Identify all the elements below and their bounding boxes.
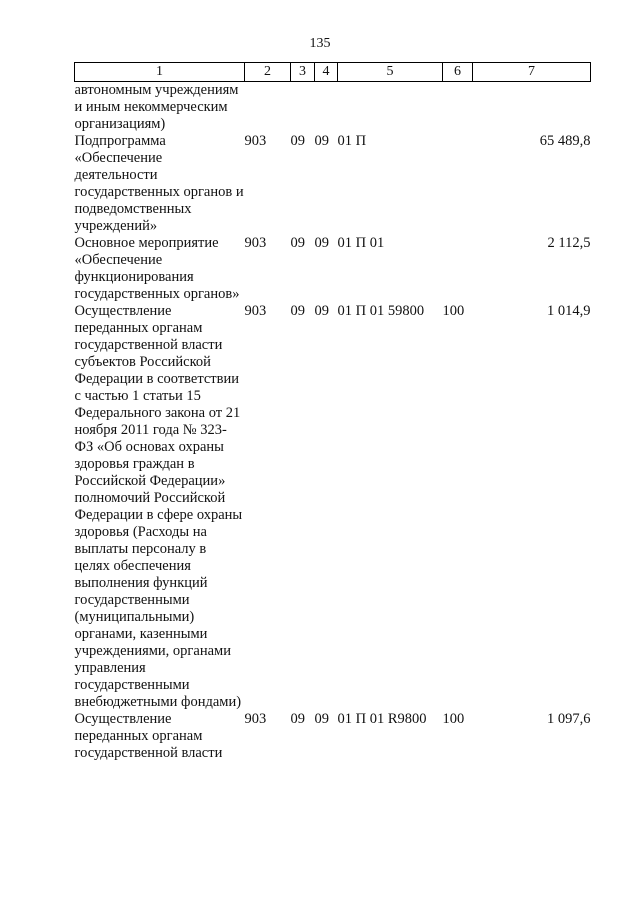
row-name: Основное мероприятие «Обеспечение функционирования государственных органов»	[74, 235, 240, 302]
table-row	[75, 133, 591, 235]
header-col-5: 5	[338, 63, 443, 82]
row-ministry: 903	[244, 711, 267, 727]
row-ministry: 903	[244, 133, 267, 149]
row-sum: 1 014,9	[547, 303, 591, 319]
table-header	[75, 63, 591, 82]
header-col-2: 2	[245, 63, 291, 82]
row-target: 01 П	[337, 133, 367, 149]
row-sum: 65 489,8	[539, 133, 591, 149]
row-name: Осуществление переданных органам государственной власти	[74, 711, 223, 761]
row-target	[338, 82, 443, 134]
row-section	[291, 82, 315, 134]
row-sum	[473, 82, 591, 134]
row-section: 09	[290, 133, 305, 149]
table-row	[75, 235, 591, 303]
row-section: 09	[290, 235, 305, 251]
table-body	[75, 82, 591, 763]
budget-table	[74, 62, 591, 762]
row-sum: 2 112,5	[547, 235, 591, 251]
row-subsection: 09	[314, 133, 329, 149]
table-row	[75, 303, 591, 711]
header-col-4: 4	[315, 63, 338, 82]
row-name: Осуществление переданных органам государственной власти субъектов Российской Федерации в соответствии с частью 1 статьи 15 Федерального закона от 21 ноября 2011 года № 323-ФЗ «Об основах охраны здоровья граждан в Российской Федерации» полномочий Российской Федерации в сфере охраны здоровья (Расходы на выплаты персоналу в целях обеспечения выполнения функций государственными (муниципальными) органами, казенными учреждениями, органами управления государственными внебюджетными фондами)	[74, 303, 243, 710]
row-kind: 100	[442, 711, 465, 727]
header-col-7: 7	[473, 63, 591, 82]
row-ministry: 903	[244, 235, 267, 251]
row-sum: 1 097,6	[547, 711, 591, 727]
page-number: 135	[309, 36, 331, 51]
row-ministry: 903	[244, 303, 267, 319]
header-col-1: 1	[75, 63, 245, 82]
header-row	[75, 63, 591, 82]
table-row	[75, 82, 591, 134]
row-target: 01 П 01 59800	[337, 303, 425, 319]
row-kind	[443, 82, 473, 134]
header-col-3: 3	[291, 63, 315, 82]
row-kind: 100	[442, 303, 465, 319]
header-col-6: 6	[443, 63, 473, 82]
row-ministry	[245, 82, 291, 134]
row-subsection: 09	[314, 711, 329, 727]
row-subsection: 09	[314, 235, 329, 251]
row-name: автономным учреждениям и иным некоммерческим организациям)	[74, 82, 239, 132]
row-kind	[443, 235, 473, 303]
table-row	[75, 711, 591, 762]
row-section: 09	[290, 303, 305, 319]
row-name: Подпрограмма «Обеспечение деятельности государственных органов и подведомственных учреждений»	[74, 133, 244, 234]
row-subsection	[315, 82, 338, 134]
row-target: 01 П 01	[337, 235, 385, 251]
row-kind	[443, 133, 473, 235]
row-target: 01 П 01 R9800	[337, 711, 427, 727]
row-subsection: 09	[314, 303, 329, 319]
row-section: 09	[290, 711, 305, 727]
